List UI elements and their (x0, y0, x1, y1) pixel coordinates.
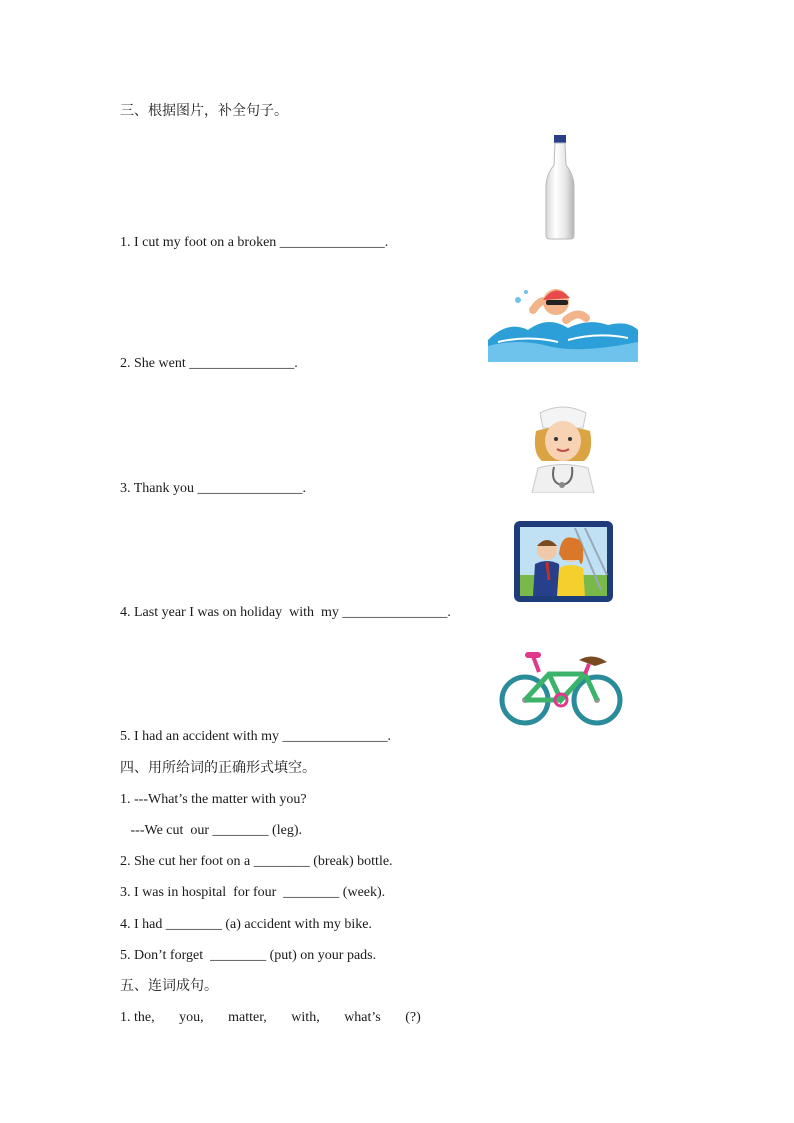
s4-item-4: 4. I had ________ (a) accident with my bike. (120, 917, 372, 932)
s3-item-1: 1. I cut my foot on a broken _______________. (120, 235, 389, 250)
doctor-icon (488, 383, 638, 498)
section3-heading: 三、根据图片，补全句子。 (120, 103, 288, 119)
bicycle-icon (497, 648, 625, 733)
section4-heading: 四、用所给词的正确形式填空。 (120, 760, 316, 776)
s3-item-2: 2. She went _______________. (120, 356, 298, 371)
s4-item-1: 1. ---What’s the matter with you? (120, 792, 307, 807)
s4-item-5: 5. Don’t forget ________ (put) on your pads. (120, 948, 377, 963)
s4-item-1-answer: ---We cut our ________ (leg). (120, 823, 302, 838)
bottle-icon (540, 135, 580, 245)
s3-item-3: 3. Thank you _______________. (120, 481, 307, 496)
s3-item-5: 5. I had an accident with my _______________. (120, 729, 392, 744)
s5-item-1: 1. the, you, matter, with, what’s (?) (120, 1010, 421, 1025)
s4-item-3: 3. I was in hospital for four ________ (week). (120, 885, 386, 900)
swimmer-icon (488, 280, 638, 367)
section5-heading: 五、连词成句。 (120, 978, 218, 994)
s4-item-2: 2. She cut her foot on a ________ (break) bottle. (120, 854, 393, 869)
parents-photo-icon (513, 520, 614, 608)
s3-item-4: 4. Last year I was on holiday with my _______________. (120, 605, 451, 620)
